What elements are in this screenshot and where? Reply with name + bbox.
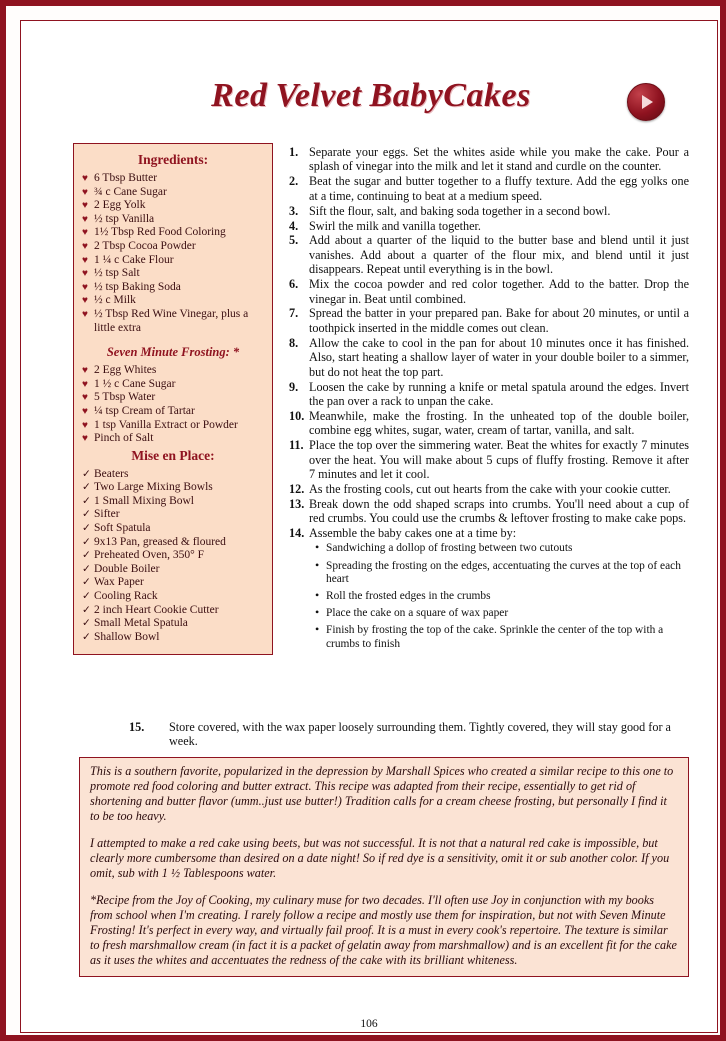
heart-icon: ♥ xyxy=(82,392,88,404)
instruction-step xyxy=(289,482,689,496)
list-item xyxy=(315,557,689,587)
substep-text: Roll the frosted edges in the crumbs xyxy=(326,590,491,603)
list-item xyxy=(82,378,264,392)
step-number: 1. xyxy=(289,145,299,159)
step-text: Allow the cake to cool in the pan for about 10 minutes once it has finished. Also, start heating a shallow layer of water in your double boiler to a simmer, but do not heat the top part. xyxy=(309,335,689,379)
list-item xyxy=(82,590,264,604)
check-icon: ✓ xyxy=(82,591,91,603)
list-item xyxy=(82,186,264,200)
step-text: Spread the batter in your prepared pan. Bake for about 20 minutes, or until a toothpick inserted in the middle comes out clean. xyxy=(309,306,689,335)
substep-text: Place the cake on a square of wax paper xyxy=(326,607,509,620)
frosting-list xyxy=(82,364,264,446)
title-word-1: Red xyxy=(211,77,268,114)
ingredient-text: 1 ¼ c Cake Flour xyxy=(94,253,174,266)
check-icon: ✓ xyxy=(82,536,91,548)
mise-en-place-list xyxy=(82,468,264,645)
list-item xyxy=(82,240,264,254)
mise-text: Wax Paper xyxy=(94,576,144,589)
mise-text: Shallow Bowl xyxy=(94,630,160,643)
ingredient-text: ½ Tbsp Red Wine Vinegar, plus a little extra xyxy=(94,307,249,334)
heart-icon: ♥ xyxy=(82,268,88,280)
mise-text: Small Metal Spatula xyxy=(94,617,188,630)
step-text: Mix the cocoa powder and red color together. Add to the batter. Drop the vinegar in. Beat until combined. xyxy=(309,277,689,306)
instruction-step xyxy=(289,233,689,276)
frosting-text: 5 Tbsp Water xyxy=(94,391,156,404)
list-item xyxy=(315,607,689,621)
list-item xyxy=(82,213,264,227)
heart-icon: ♥ xyxy=(82,240,88,252)
heart-icon: ♥ xyxy=(82,186,88,198)
bullet-icon: • xyxy=(315,588,320,603)
list-item xyxy=(82,364,264,378)
instruction-step xyxy=(289,277,689,306)
instruction-step xyxy=(289,526,689,540)
step-text: Break down the odd shaped scraps into crumbs. You'll need about a cup of red crumbs. You could use the crumbs & leftover frosting to make cake pops. xyxy=(309,496,689,526)
instruction-step xyxy=(289,497,689,526)
frosting-text: 1 tsp Vanilla Extract or Powder xyxy=(94,418,238,431)
heart-icon: ♥ xyxy=(82,405,88,417)
check-icon: ✓ xyxy=(82,550,91,562)
instruction-step xyxy=(289,380,689,409)
check-icon: ✓ xyxy=(82,495,91,507)
step-text: Assemble the baby cakes one at a time by: xyxy=(309,526,517,541)
check-icon: ✓ xyxy=(82,563,91,575)
page-number: 106 xyxy=(360,1018,378,1030)
play-icon xyxy=(642,95,653,109)
heart-icon: ♥ xyxy=(82,433,88,445)
list-item xyxy=(82,199,264,213)
bullet-icon: • xyxy=(315,605,320,620)
list-item xyxy=(82,549,264,563)
bullet-icon: • xyxy=(315,622,320,637)
heart-icon: ♥ xyxy=(82,295,88,307)
notes-box xyxy=(79,757,689,977)
list-item xyxy=(82,604,264,618)
instruction-step xyxy=(289,174,689,203)
ingredients-panel xyxy=(73,143,273,655)
list-item xyxy=(82,563,264,577)
check-icon: ✓ xyxy=(82,618,91,630)
step-number: 7. xyxy=(289,306,299,321)
instruction-step xyxy=(289,219,689,233)
heart-icon: ♥ xyxy=(82,227,88,239)
mise-text: 2 inch Heart Cookie Cutter xyxy=(94,603,219,616)
page-content xyxy=(21,21,717,1032)
ingredient-text: 2 Egg Yolk xyxy=(94,199,146,212)
list-item xyxy=(82,617,264,631)
ingredients-heading: Ingredients: xyxy=(137,152,209,167)
list-item xyxy=(82,267,264,281)
heart-icon: ♥ xyxy=(82,200,88,212)
ingredient-text: ½ tsp Vanilla xyxy=(94,212,155,225)
list-item xyxy=(82,495,264,509)
list-item xyxy=(82,391,264,405)
step-number: 12. xyxy=(289,481,305,496)
list-item xyxy=(82,281,264,295)
step-text: Sift the flour, salt, and baking soda together in a second bowl. xyxy=(309,203,611,218)
step-text: As the frosting cools, cut out hearts from the cake with your cookie cutter. xyxy=(309,481,671,496)
mise-text: Double Boiler xyxy=(94,562,160,575)
note-paragraph: This is a southern favorite, popularized in the depression by Marshall Spices who created a similar recipe to this one to promote red food coloring and butter extract. This recipe was adapted from their recipe, essentially to get rid of shortening and butter flavor (umm..just use butter!) Tradition calls for a cream cheese frosting, but personally I find it to be too heavy. xyxy=(90,764,674,823)
heart-icon: ♥ xyxy=(82,419,88,431)
mise-text: Beaters xyxy=(94,467,129,480)
step-text: Swirl the milk and vanilla together. xyxy=(309,218,481,233)
heart-icon: ♥ xyxy=(82,173,88,184)
heart-icon: ♥ xyxy=(82,254,88,266)
step-text: Loosen the cake by running a knife or metal spatula around the edges. Invert the pan over a rack to unpan the cake. xyxy=(309,379,689,408)
step-number: 13. xyxy=(289,496,305,511)
instruction-step xyxy=(289,306,689,335)
ingredient-text: ½ c Milk xyxy=(94,294,136,307)
step-text: Meanwhile, make the frosting. In the unheated top of the double boiler, combine egg whites, sugar, water, cream of tartar, vanilla, and salt. xyxy=(309,408,689,438)
play-video-button[interactable] xyxy=(627,83,665,121)
check-icon: ✓ xyxy=(82,509,91,521)
mise-text: 9x13 Pan, greased & floured xyxy=(94,535,226,548)
step-text: Store covered, with the wax paper loosely surrounding them. Tightly covered, they will stay good for a week. xyxy=(169,720,671,749)
step-number: 15. xyxy=(129,720,145,734)
mise-text: Soft Spatula xyxy=(94,522,151,535)
heart-icon: ♥ xyxy=(82,378,88,390)
frosting-text: 2 Egg Whites xyxy=(94,364,157,377)
step-number: 5. xyxy=(289,233,299,248)
instruction-step xyxy=(289,204,689,218)
ingredient-text: ½ tsp Salt xyxy=(94,267,140,280)
list-item xyxy=(82,522,264,536)
step-text: Add about a quarter of the liquid to the butter base and blend until it just vanishes. Add about a quarter of the flour mix, and blend until it just disappears. Repeat until everything is in the bowl. xyxy=(309,233,689,277)
list-item xyxy=(315,542,689,556)
frosting-text: Pinch of Salt xyxy=(94,432,154,445)
check-icon: ✓ xyxy=(82,482,91,494)
frosting-text: 1 ½ c Cane Sugar xyxy=(94,377,176,390)
ingredient-text: 1½ Tbsp Red Food Coloring xyxy=(94,226,226,239)
bullet-icon: • xyxy=(315,557,320,572)
ingredient-text: 2 Tbsp Cocoa Powder xyxy=(94,239,196,252)
ingredient-text: ½ tsp Baking Soda xyxy=(94,280,181,293)
step-number: 11. xyxy=(289,438,304,453)
list-item xyxy=(82,631,264,645)
list-item xyxy=(82,468,264,482)
bullet-icon: • xyxy=(315,540,320,555)
mise-en-place-heading: Mise en Place: xyxy=(131,447,215,463)
list-item xyxy=(82,294,264,308)
page-title xyxy=(121,77,621,115)
heart-icon: ♥ xyxy=(82,365,88,377)
substep-text: Finish by frosting the top of the cake. Sprinkle the center of the top with a crumbs to finish xyxy=(326,624,664,651)
mise-text: Preheated Oven, 350° F xyxy=(94,549,204,562)
step-text: Separate your eggs. Set the whites aside while you make the cake. Pour a splash of vinegar into the milk and let it stand and curdle on the counter. xyxy=(309,145,689,174)
instruction-step xyxy=(289,145,689,174)
step-text: Place the top over the simmering water. Beat the whites for exactly 7 minutes over the heat. You will make about 5 cups of fluffy frosting. Remove it after 7 minutes and let it cool. xyxy=(309,438,689,481)
check-icon: ✓ xyxy=(82,604,91,616)
list-item xyxy=(82,576,264,590)
page-inner-border xyxy=(20,20,718,1033)
assembly-substeps-list xyxy=(289,542,689,651)
instruction-step xyxy=(289,336,689,379)
mise-text: Sifter xyxy=(94,508,120,521)
mise-text: 1 Small Mixing Bowl xyxy=(94,494,194,507)
note-paragraph: I attempted to make a red cake using beets, but was not successful. It is not that a natural red cake is impossible, but clearly more cumbersome than desired on a date night! So if red dye is a sensitivity, omit it or sub another color. If you omit, sub with 1 ½ Tablespoons water. xyxy=(90,836,670,880)
ingredient-text: ¾ c Cane Sugar xyxy=(94,185,167,198)
title-word-3: BabyCakes xyxy=(369,77,531,114)
step-number: 10. xyxy=(289,408,305,423)
list-item xyxy=(315,590,689,604)
mise-text: Two Large Mixing Bowls xyxy=(94,481,213,494)
mise-text: Cooling Rack xyxy=(94,590,158,603)
note-paragraph: *Recipe from the Joy of Cooking, my culinary muse for two decades. I'll often use Joy in conjunction with my books from school when I'm creating. I rarely follow a recipe and mostly use them for inspiration, but not with Seven Minute Frosting! It's perfect in every way, and virtually fail proof. It is a must in every cook's repertoire. The texture is similar to fresh marshmallow cream (in fact it is a packet of gelatin away from marshmallow) and is an excellent fit for the cake as it uses the whites and accentuates the redness of the cake with its brilliant whiteness. xyxy=(90,893,677,967)
heart-icon: ♥ xyxy=(82,281,88,293)
list-item xyxy=(82,405,264,419)
instruction-step xyxy=(289,438,689,481)
instruction-step-final xyxy=(129,720,689,749)
substep-text: Spreading the frosting on the edges, accentuating the curves at the top of each heart xyxy=(326,559,681,586)
step-number: 2. xyxy=(289,174,299,189)
check-icon: ✓ xyxy=(82,523,91,535)
step-number: 3. xyxy=(289,203,299,218)
list-item xyxy=(82,432,264,446)
instruction-step xyxy=(289,409,689,438)
substep-text: Sandwiching a dollop of frosting between two cutouts xyxy=(326,542,573,555)
instructions-list xyxy=(289,145,689,655)
list-item xyxy=(82,419,264,433)
list-item xyxy=(82,536,264,550)
list-item xyxy=(82,481,264,495)
list-item xyxy=(82,508,264,522)
ingredient-text: 6 Tbsp Butter xyxy=(94,172,158,184)
check-icon: ✓ xyxy=(82,631,91,643)
step-number: 6. xyxy=(289,277,299,292)
heart-icon: ♥ xyxy=(82,308,88,320)
list-item xyxy=(82,226,264,240)
title-word-2: Velvet xyxy=(275,77,362,114)
frosting-text: ¼ tsp Cream of Tartar xyxy=(94,404,195,417)
step-number: 14. xyxy=(289,526,305,541)
step-number: 9. xyxy=(289,379,299,394)
step-number: 8. xyxy=(289,335,299,350)
list-item xyxy=(82,172,264,186)
frosting-heading: Seven Minute Frosting: * xyxy=(106,345,240,360)
check-icon: ✓ xyxy=(82,577,91,589)
list-item xyxy=(82,254,264,268)
list-item xyxy=(82,308,264,335)
list-item xyxy=(315,624,689,651)
check-icon: ✓ xyxy=(82,468,91,480)
ingredients-list xyxy=(82,172,264,335)
heart-icon: ♥ xyxy=(82,213,88,225)
step-number: 4. xyxy=(289,218,299,233)
step-text: Beat the sugar and butter together to a fluffy texture. Add the egg yolks one at a time, continuing to beat at a medium speed. xyxy=(309,174,689,203)
